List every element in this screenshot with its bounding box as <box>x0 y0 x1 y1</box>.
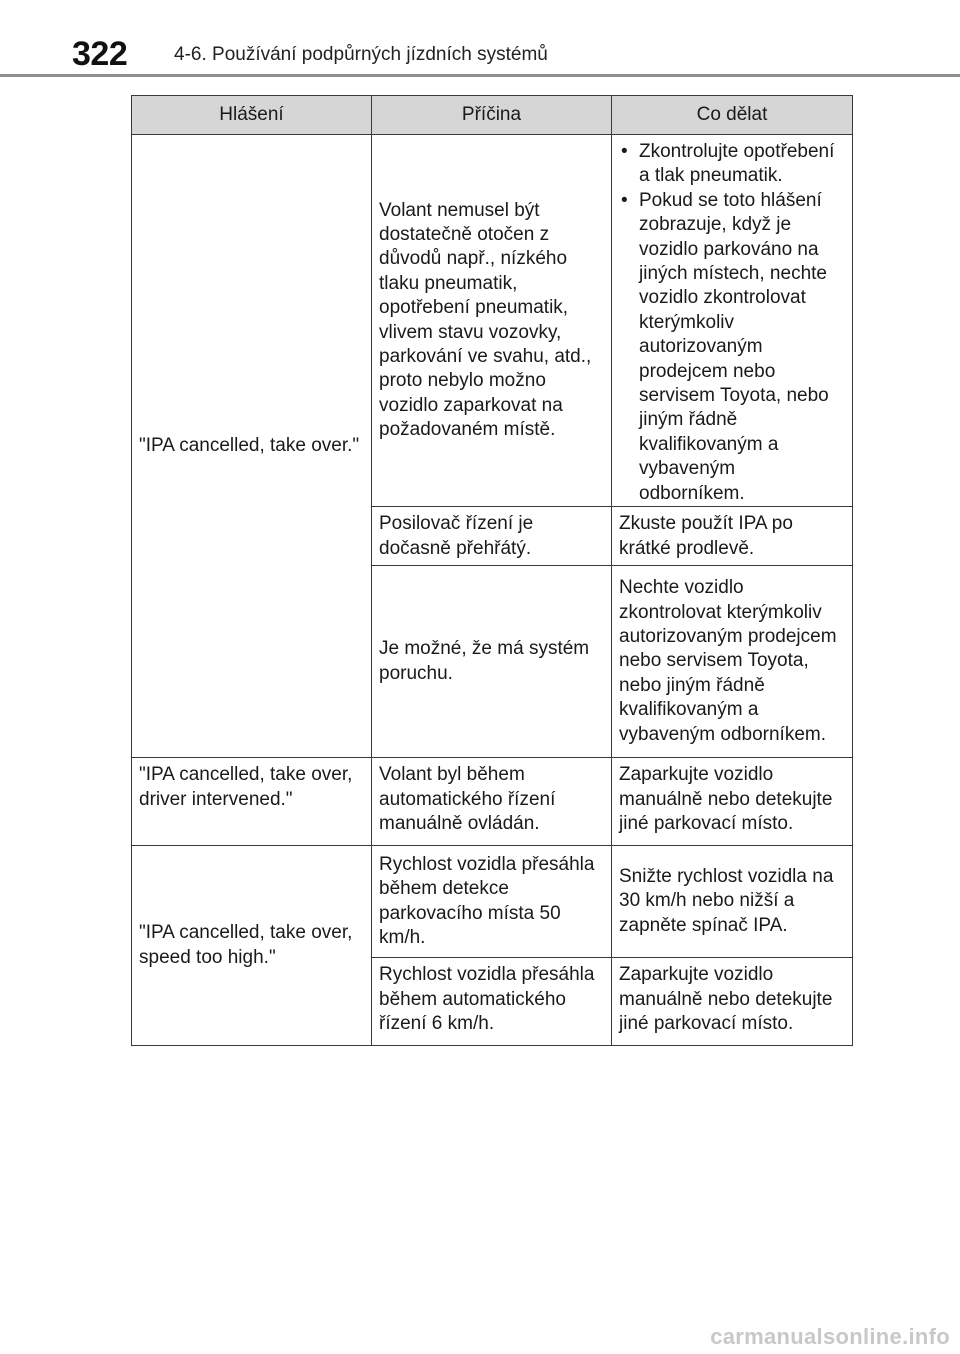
action-cell: Zaparkujte vozidlo manuálně nebo detekujte jiné parkovací místo. <box>612 958 853 1046</box>
message-cell: "IPA cancelled, take over, speed too high." <box>132 846 372 1046</box>
column-header-cause: Příčina <box>372 96 612 135</box>
action-cell: Snižte rychlost vozidla na 30 km/h nebo nižší a zapněte spínač IPA. <box>612 846 853 958</box>
list-item: • Pokud se toto hlášení zobrazuje, když je vozidlo parkováno na jiných místech, nechte vozidlo zkontrolovat kterýmkoliv autorizovaným prodejcem nebo servisem Toyota, nebo jiným řádně kvalifikovaným a vybaveným odborníkem. <box>619 189 845 506</box>
message-cell: "IPA cancelled, take over." <box>132 135 372 758</box>
cause-cell: Volant nemusel být dostatečně otočen z důvodů např., nízkého tlaku pneumatik, opotřebení pneumatik, vlivem stavu vozovky, parkování ve svahu, atd., proto nebylo možno vozidlo zaparkovat na požadovaném místě. <box>372 135 612 507</box>
column-header-action: Co dělat <box>612 96 853 135</box>
cause-cell: Posilovač řízení je dočasně přehřátý. <box>372 507 612 566</box>
action-cell: Zkuste použít IPA po krátké prodlevě. <box>612 507 853 566</box>
column-header-message: Hlášení <box>132 96 372 135</box>
action-list <box>619 140 845 506</box>
action-cell: Zaparkujte vozidlo manuálně nebo detekujte jiné parkovací místo. <box>612 758 853 846</box>
cause-cell: Volant byl během automatického řízení manuálně ovládán. <box>372 758 612 846</box>
list-item: • Zkontrolujte opotřebení a tlak pneumatik. <box>619 140 845 189</box>
table-row <box>132 846 853 958</box>
header-divider <box>0 74 960 77</box>
table-header-row <box>132 96 853 135</box>
action-cell <box>612 135 853 507</box>
page-header <box>0 0 960 80</box>
table-row <box>132 135 853 507</box>
cause-cell: Je možné, že má systém poruchu. <box>372 566 612 758</box>
cause-cell: Rychlost vozidla přesáhla během automatického řízení 6 km/h. <box>372 958 612 1046</box>
message-cell: "IPA cancelled, take over, driver intervened." <box>132 758 372 846</box>
action-cell: Nechte vozidlo zkontrolovat kterýmkoliv autorizovaným prodejcem nebo servisem Toyota, nebo jiným řádně kvalifikovaným a vybaveným odborníkem. <box>612 566 853 758</box>
warning-messages-table <box>131 95 853 1046</box>
section-title: 4-6. Používání podpůrných jízdních systémů <box>174 44 548 65</box>
watermark: carmanualsonline.info <box>710 1324 950 1349</box>
table-row <box>132 758 853 846</box>
page-number: 322 <box>72 35 128 73</box>
cause-cell: Rychlost vozidla přesáhla během detekce parkovacího místa 50 km/h. <box>372 846 612 958</box>
